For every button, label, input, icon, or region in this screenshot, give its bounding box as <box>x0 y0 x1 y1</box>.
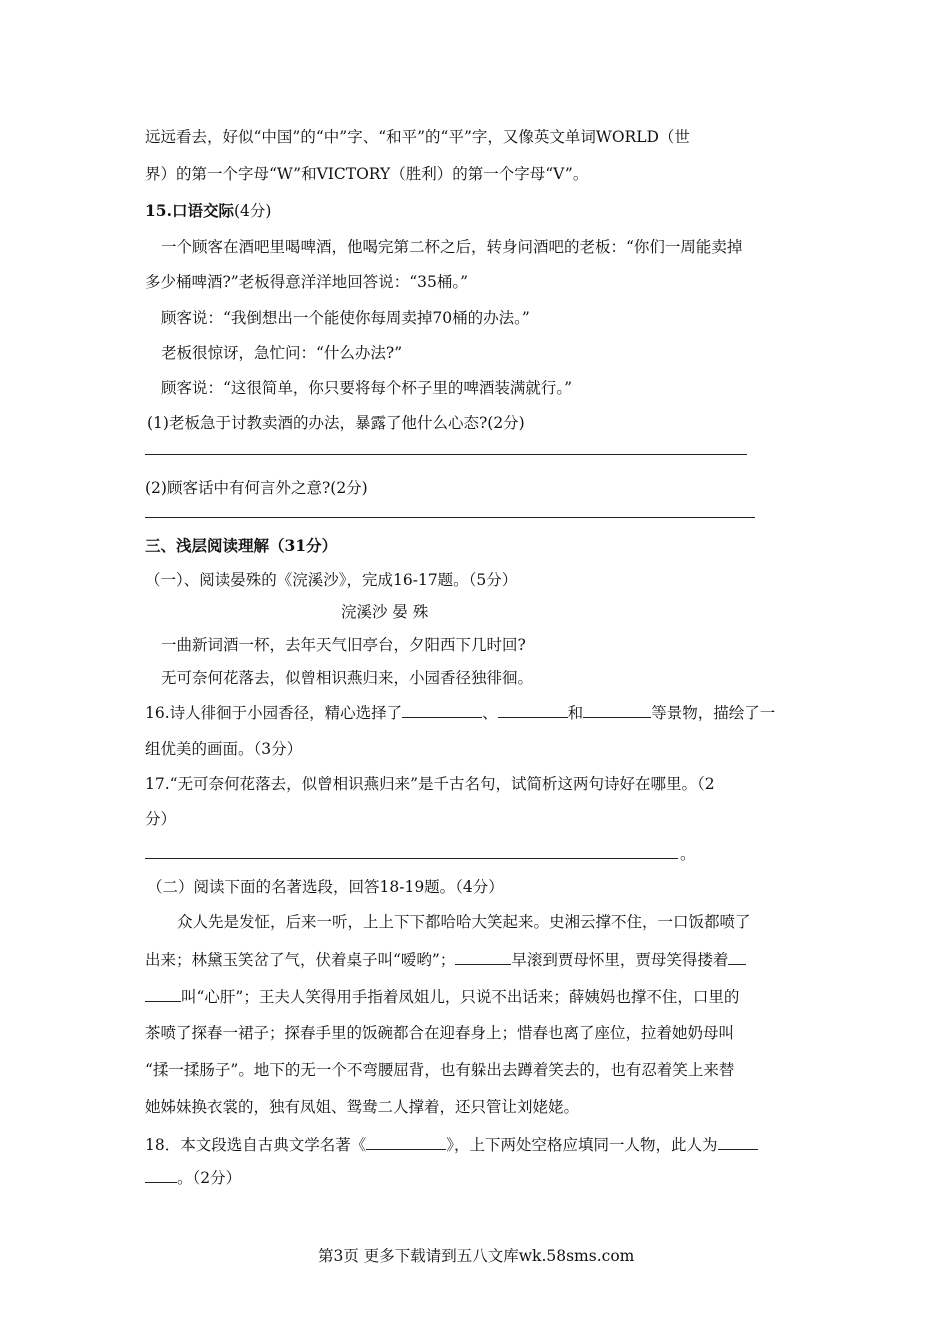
passage-line <box>145 948 746 971</box>
fill-blank[interactable] <box>728 948 746 965</box>
question-16-separator: 、 <box>482 704 498 722</box>
text-line: 界）的第一个字母“W”和VICTORY（胜利）的第一个字母“V”。 <box>145 165 589 183</box>
question-15-title: 15.口语交际 <box>145 201 234 220</box>
passage-text: 叫“心肝”；王夫人笑得用手指着凤姐儿，只说不出话来；薛姨妈也撑不住，口里的 <box>181 988 740 1006</box>
text-line: 多少桶啤酒?”老板得意洋洋地回答说：“35桶。” <box>145 273 469 291</box>
text-line: 老板很惊讶，急忙问：“什么办法?” <box>161 344 403 362</box>
fill-blank[interactable] <box>366 1133 446 1150</box>
answer-period: 。 <box>680 845 696 863</box>
text-line: 顾客说：“我倒想出一个能使你每周卖掉70桶的办法。” <box>161 309 530 327</box>
fill-blank[interactable] <box>498 701 568 718</box>
fill-blank[interactable] <box>402 701 482 718</box>
text-line: 一个顾客在酒吧里喝啤酒，他喝完第二杯之后，转身问酒吧的老板：“你们一周能卖掉 <box>161 238 743 256</box>
question-17-cont: 分） <box>145 810 177 828</box>
question-18 <box>145 1133 758 1156</box>
question-15-2: (2)顾客话中有何言外之意?(2分) <box>145 479 368 497</box>
passage-line: 她姊妹换衣裳的，独有凤姐、鸳鸯二人撑着，还只管让刘姥姥。 <box>145 1098 580 1116</box>
question-16 <box>145 701 775 724</box>
answer-line[interactable] <box>145 517 755 518</box>
page-footer: 第3页 更多下载请到五八文库wk.58sms.com <box>318 1247 635 1265</box>
poem-title: 浣溪沙 晏 殊 <box>341 603 429 621</box>
question-18-text: 。（2分） <box>177 1169 242 1187</box>
passage-line: 茶喷了探春一裙子；探春手里的饭碗都合在迎春身上；惜春也离了座位，拉着她奶母叫 <box>145 1024 735 1042</box>
question-15-score: (4分) <box>233 202 272 220</box>
question-17: 17.“无可奈何花落去，似曾相识燕归来”是千古名句，试简析这两句诗好在哪里。（2 <box>145 775 715 793</box>
question-16-text: 等景物，描绘了一 <box>651 704 776 722</box>
answer-line[interactable] <box>145 454 747 455</box>
poem-line: 一曲新词酒一杯，去年天气旧亭台，夕阳西下几时回? <box>161 636 526 654</box>
passage-text: 出来；林黛玉笑岔了气，伏着桌子叫“嗳哟”； <box>145 951 456 969</box>
fill-blank[interactable] <box>145 1166 177 1183</box>
passage-line: 众人先是发怔，后来一听，上上下下都哈哈大笑起来。史湘云撑不住，一口饭都喷了 <box>177 913 751 931</box>
question-15-heading <box>145 200 271 222</box>
fill-blank[interactable] <box>718 1133 758 1150</box>
answer-line[interactable] <box>145 858 678 859</box>
part-2-heading: （二）阅读下面的名著选段，回答18-19题。（4分） <box>147 878 504 896</box>
poem-line: 无可奈何花落去，似曾相识燕归来，小园香径独徘徊。 <box>161 669 534 687</box>
part-1-heading: （一）、阅读晏殊的《浣溪沙》，完成16-17题。（5分） <box>145 571 518 589</box>
question-15-1: (1)老板急于讨教卖酒的办法，暴露了他什么心态?(2分) <box>147 414 525 432</box>
question-16-text: 16.诗人徘徊于小园香径，精心选择了 <box>145 704 403 722</box>
passage-text: 早滚到贾母怀里，贾母笑得搂着 <box>511 951 729 969</box>
question-18-cont <box>145 1166 241 1189</box>
fill-blank[interactable] <box>145 985 181 1002</box>
question-16-cont: 组优美的画面。（3分） <box>145 740 303 758</box>
question-18-text: 》，上下两处空格应填同一人物，此人为 <box>446 1136 718 1154</box>
question-16-separator: 和 <box>567 704 584 722</box>
passage-line: “揉一揉肠子”。地下的无一个不弯腰屈背，也有躲出去蹲着笑去的，也有忍着笑上来替 <box>145 1061 735 1079</box>
fill-blank[interactable] <box>455 948 511 965</box>
text-line: 远远看去，好似“中国”的“中”字、“和平”的“平”字，又像英文单词WORLD（世 <box>145 128 690 146</box>
section-3-heading: 三、浅层阅读理解（31分） <box>145 536 338 555</box>
fill-blank[interactable] <box>583 701 651 718</box>
text-line: 顾客说：“这很简单，你只要将每个杯子里的啤酒装满就行。” <box>161 379 573 397</box>
passage-line <box>145 985 739 1008</box>
question-18-text: 18．本文段选自古典文学名著《 <box>145 1136 367 1154</box>
